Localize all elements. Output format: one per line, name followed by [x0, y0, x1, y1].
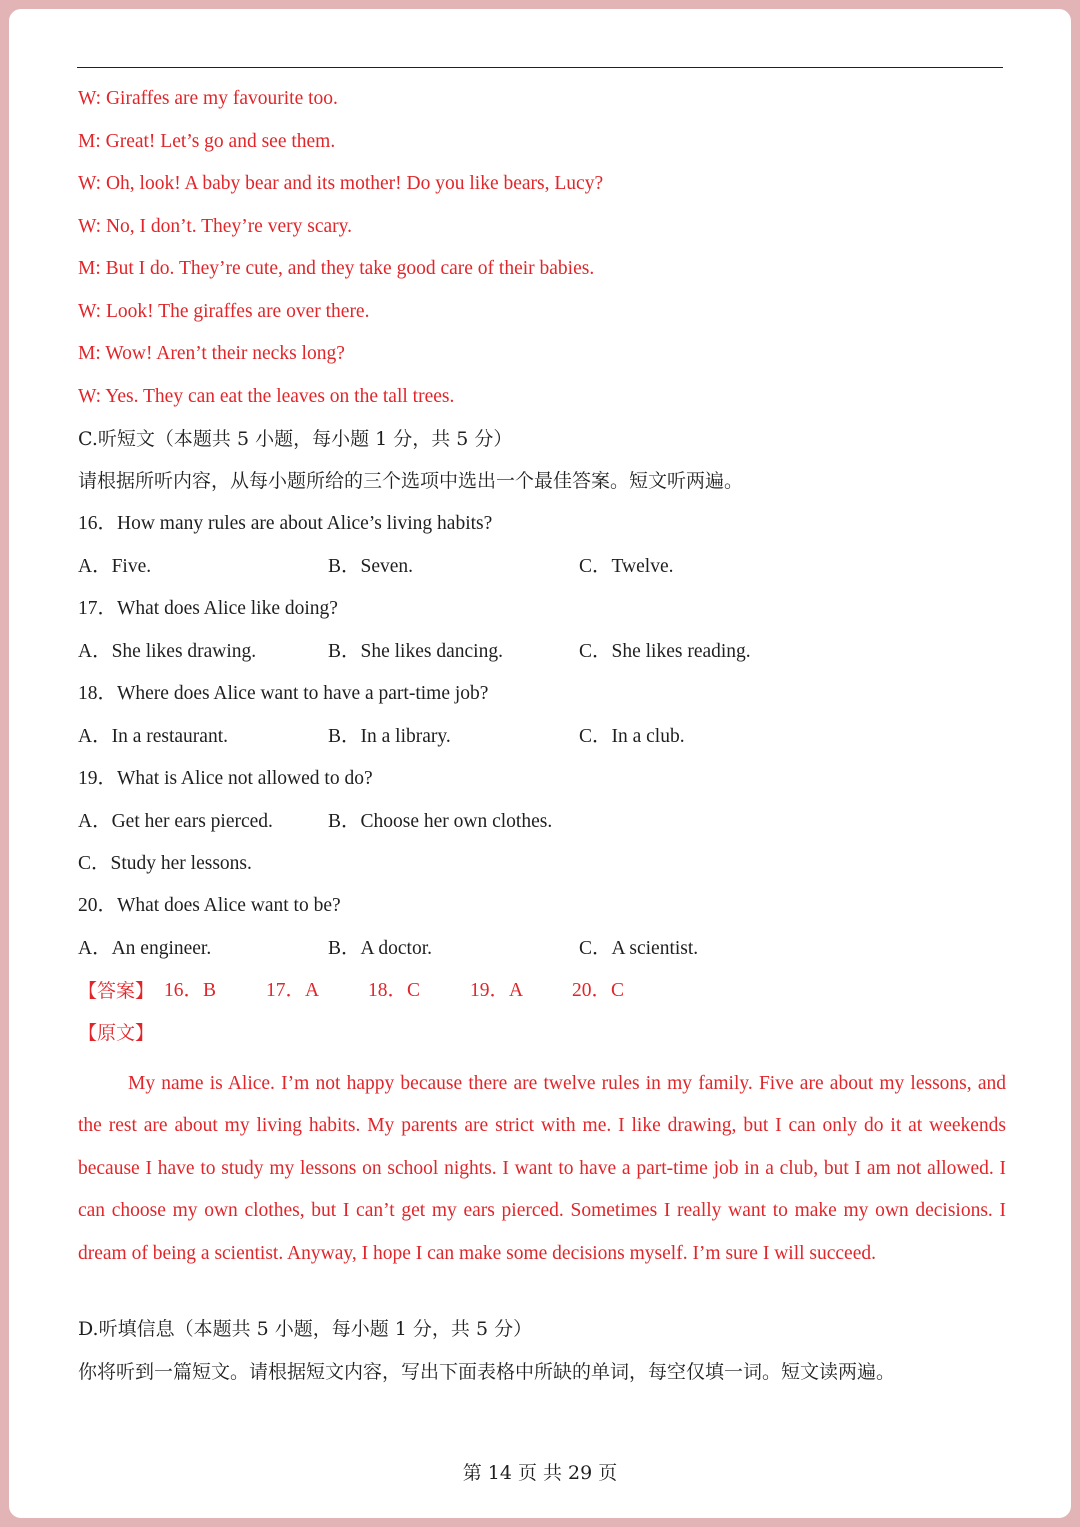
question-20: 20．What does Alice want to be?: [78, 895, 341, 916]
option-18-a: A．In a restaurant.: [78, 726, 228, 747]
option-16-c: C．Twelve.: [579, 556, 674, 577]
question-16: 16．How many rules are about Alice’s living habits?: [78, 513, 493, 534]
option-19-a: A．Get her ears pierced.: [78, 811, 273, 832]
answer-16: 16．B: [164, 980, 217, 1001]
option-17-b: B．She likes dancing.: [328, 641, 503, 662]
option-18-b: B．In a library.: [328, 726, 451, 747]
answer-label: 【答案】: [78, 980, 155, 1002]
original-passage: My name is Alice. I’m not happy because there are twelve rules in my family. Five are about my lessons, and the rest are about my living habits. My parents are strict with me. I like drawing, but I can only do it at weekends because I have to study my lessons on school nights. I want to have a part-time job in a club, but I am not allowed. I can choose my own clothes, but I can’t get my ears pierced. Sometimes I really want to make my own decisions. I dream of being a scientist. Anyway, I hope I can make some decisions myself. I’m sure I will succeed.: [78, 1073, 1006, 1264]
section-c-title: C.听短文（本题共 5 小题，每小题 1 分，共 5 分）: [78, 428, 513, 450]
option-16-a: A．Five.: [78, 556, 152, 577]
section-c-instruction: 请根据所听内容，从每小题所给的三个选项中选出一个最佳答案。短文听两遍。: [78, 470, 744, 492]
dialogue-line: W: Yes. They can eat the leaves on the tall trees.: [78, 386, 455, 407]
dialogue-line: M: Great! Let’s go and see them.: [78, 131, 336, 152]
dialogue-line: M: Wow! Aren’t their necks long?: [78, 343, 345, 364]
answer-20: 20．C: [572, 980, 625, 1001]
header-rule: [77, 67, 1003, 68]
document-page: [9, 9, 1071, 1518]
question-18: 18．Where does Alice want to have a part-time job?: [78, 683, 489, 704]
question-17: 17．What does Alice like doing?: [78, 598, 338, 619]
option-20-b: B．A doctor.: [328, 938, 433, 959]
original-label: 【原文】: [78, 1022, 155, 1044]
option-20-c: C．A scientist.: [579, 938, 699, 959]
section-d-title: D.听填信息（本题共 5 小题，每小题 1 分，共 5 分）: [78, 1318, 533, 1340]
answer-18: 18．C: [368, 980, 421, 1001]
page-number: 第 14 页 共 29 页: [462, 1462, 618, 1484]
option-17-c: C．She likes reading.: [579, 641, 751, 662]
option-20-a: A．An engineer.: [78, 938, 212, 959]
dialogue-line: W: No, I don’t. They’re very scary.: [78, 216, 352, 237]
section-d-instruction: 你将听到一篇短文。请根据短文内容，写出下面表格中所缺的单词，每空仅填一词。短文读两遍。: [78, 1361, 896, 1383]
dialogue-line: W: Giraffes are my favourite too.: [78, 88, 338, 109]
option-18-c: C．In a club.: [579, 726, 685, 747]
answer-17: 17．A: [266, 980, 320, 1001]
dialogue-line: W: Oh, look! A baby bear and its mother! Do you like bears, Lucy?: [78, 173, 604, 194]
option-17-a: A．She likes drawing.: [78, 641, 257, 662]
dialogue-line: M: But I do. They’re cute, and they take good care of their babies.: [78, 258, 595, 279]
answer-19: 19．A: [470, 980, 524, 1001]
question-19: 19．What is Alice not allowed to do?: [78, 768, 373, 789]
option-19-c: C．Study her lessons.: [78, 853, 252, 874]
option-19-b: B．Choose her own clothes.: [328, 811, 553, 832]
option-16-b: B．Seven.: [328, 556, 414, 577]
dialogue-line: W: Look! The giraffes are over there.: [78, 301, 370, 322]
